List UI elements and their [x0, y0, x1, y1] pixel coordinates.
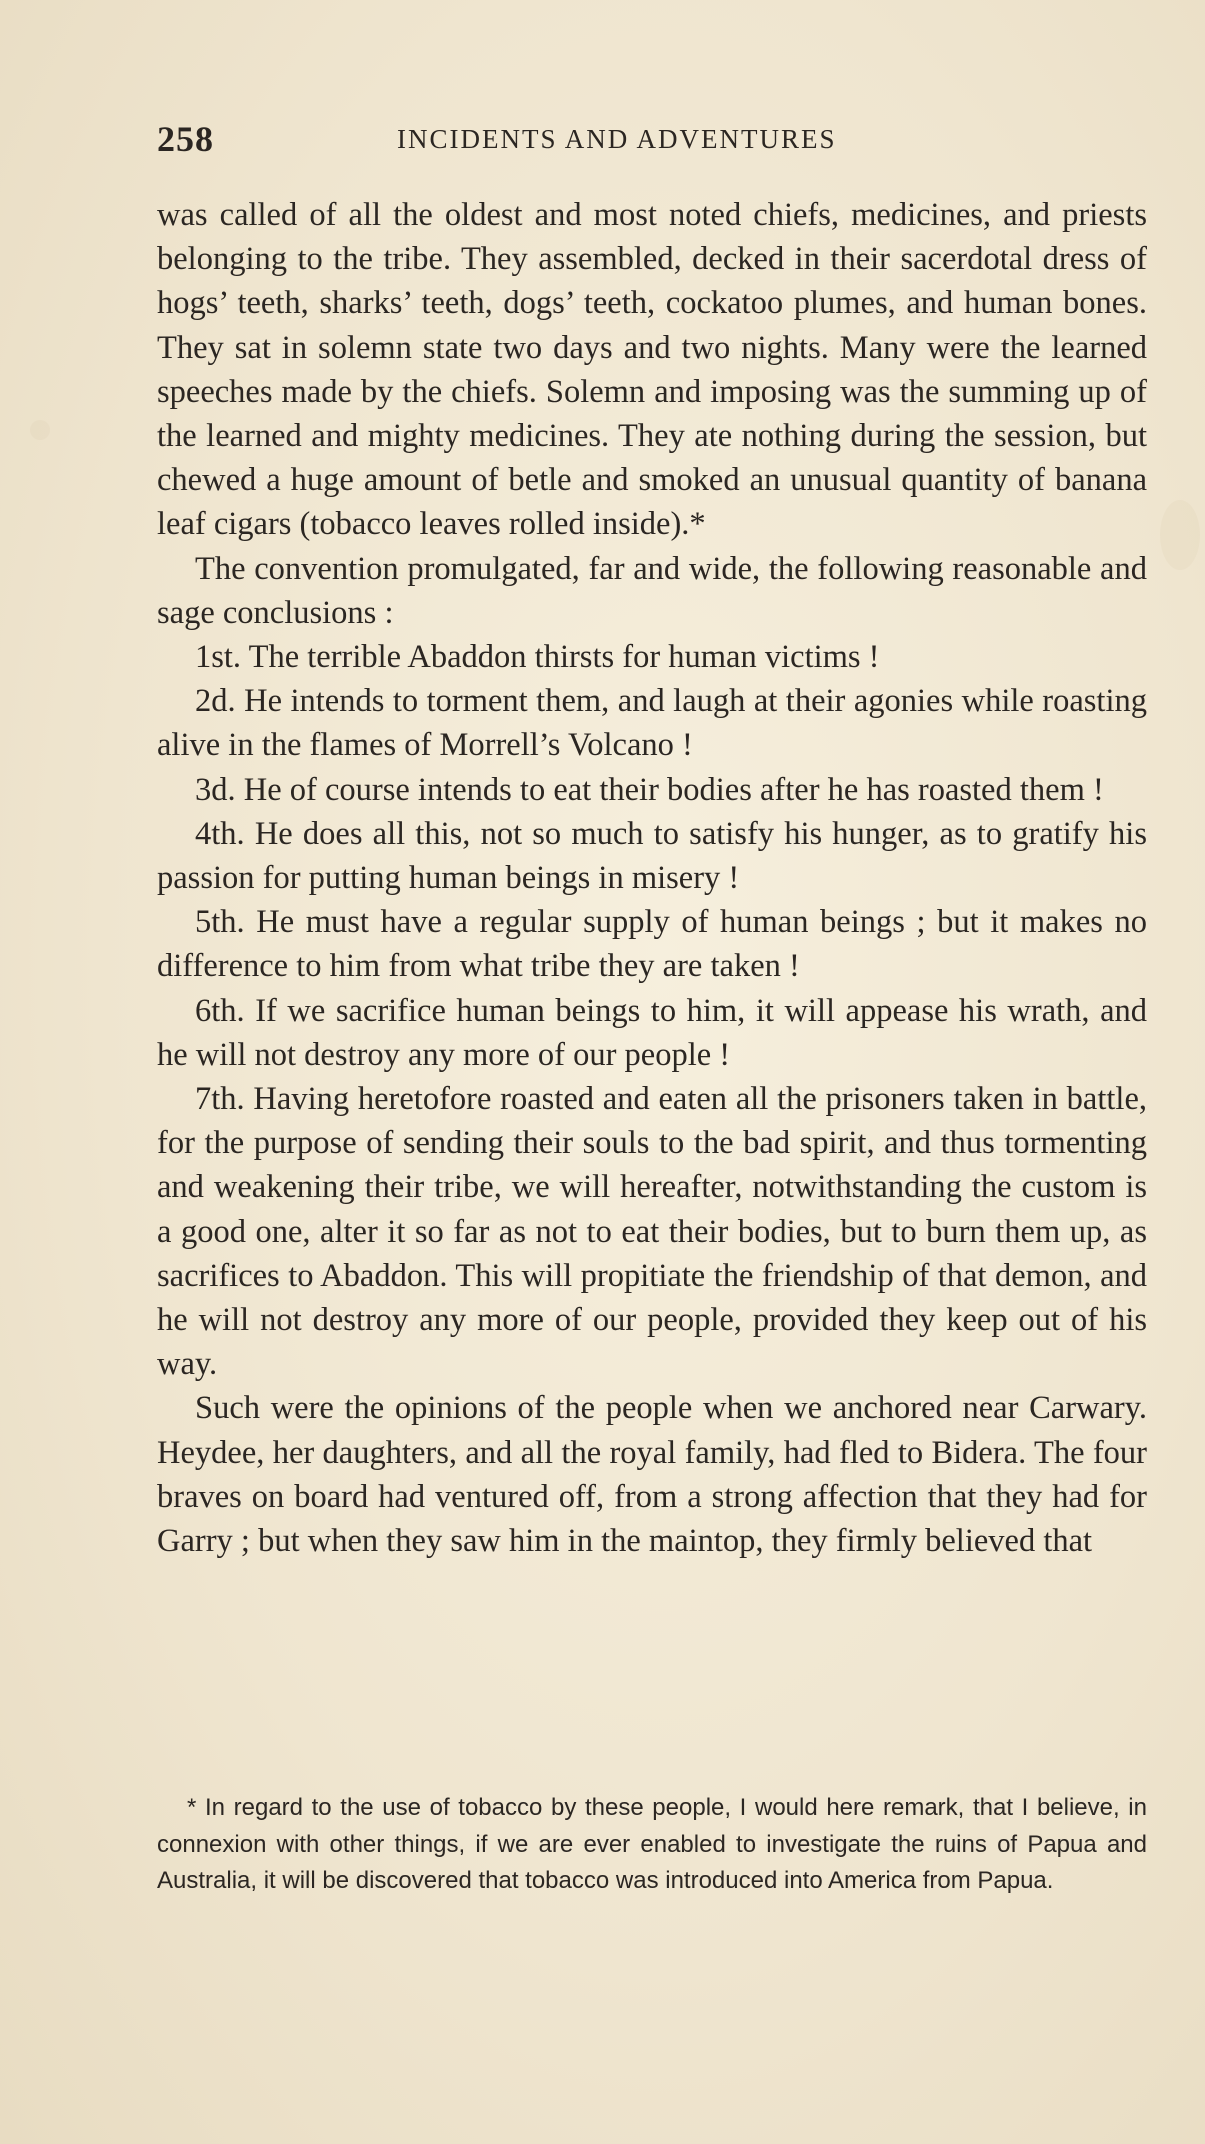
conclusion-item: 5th. He must have a regular supply of human beings ; but it makes no difference to him from what tribe they are taken !: [157, 904, 1147, 985]
conclusion-item: 7th. Having heretofore roasted and eaten all the prisoners taken in battle, for the purpose of sending their souls to the bad spirit, and thus tormenting and weakening their tribe, we will hereafter, notwithstanding the custom is a good one, alter it so far as not to eat their bodies, but to burn them up, as sacrifices to Abaddon. This will propitiate the friendship of that demon, and he will not destroy any more of our people, provided they keep out of his way.: [157, 1081, 1147, 1383]
footnote: [157, 1790, 1147, 1900]
running-title: INCIDENTS AND ADVENTURES: [397, 124, 837, 154]
paragraph: Such were the opinions of the people when we anchored near Carwary. Heydee, her daughters, and all the royal family, had fled to Bidera. The four braves on board had ventured off, from a strong affection that they had for Garry ; but when they saw him in the maintop, they firmly believed that: [157, 1390, 1147, 1560]
conclusion-item: 1st. The terrible Abaddon thirsts for human victims !: [195, 639, 880, 676]
paper-stain: [30, 420, 50, 440]
footnote-text: * In regard to the use of tobacco by these people, I would here remark, that I believe, in connexion with other things, if we are ever enabled to investigate the ruins of Papua and Australia, it will be discovered that tobacco was introduced into America from Papua.: [157, 1794, 1147, 1894]
conclusion-item: 3d. He of course intends to eat their bodies after he has roasted them !: [195, 771, 1104, 808]
paper-stain: [1160, 500, 1200, 570]
page-number: 258: [157, 119, 214, 159]
conclusion-item: 6th. If we sacrifice human beings to him, it will appease his wrath, and he will not destroy any more of our people !: [157, 992, 1147, 1073]
paragraph: was called of all the oldest and most noted chiefs, medicines, and priests belonging to the tribe. They assembled, decked in their sacerdotal dress of hogs’ teeth, sharks’ teeth, dogs’ teeth, cockatoo plumes, and human bones. They sat in solemn state two days and two nights. Many were the learned speeches made by the chiefs. Solemn and imposing was the summing up of the learned and mighty medicines. They ate nothing during the session, but chewed a huge amount of betle and smoked an unusual quantity of banana leaf cigars (tobacco leaves rolled inside).*: [157, 197, 1147, 543]
conclusion-item: 2d. He intends to torment them, and laugh at their agonies while roasting alive in the flames of Morrell’s Volcano !: [157, 683, 1147, 764]
conclusion-item: 4th. He does all this, not so much to satisfy his hunger, as to gratify his passion for putting human beings in misery !: [157, 815, 1147, 897]
running-head: [157, 118, 1147, 168]
paragraph: The convention promulgated, far and wide, the following reasonable and sage conclusions :: [157, 550, 1147, 631]
body-text: [157, 193, 1147, 1563]
